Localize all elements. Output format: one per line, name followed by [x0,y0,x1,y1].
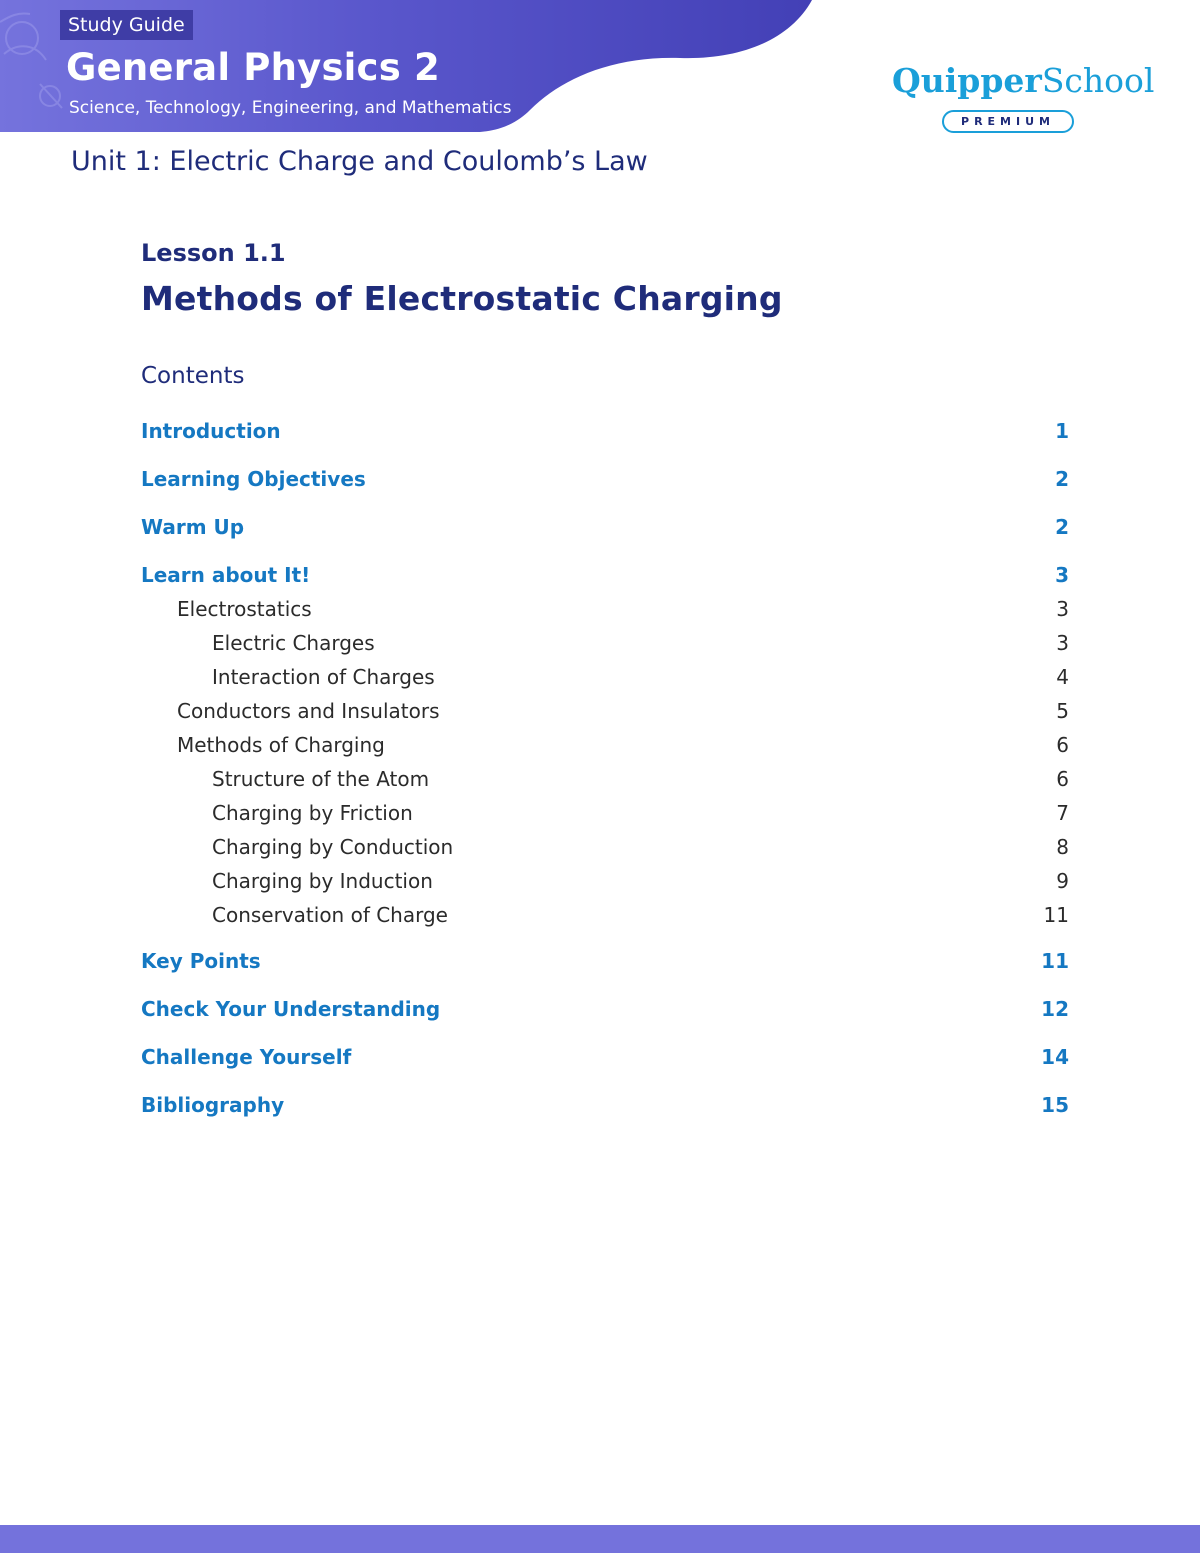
toc-section-link[interactable] [141,992,1069,1026]
toc-entry-page[interactable]: 5 [1056,699,1069,723]
toc-entry-label[interactable]: Structure of the Atom [212,767,430,791]
toc-entry-page[interactable]: 11 [1041,949,1069,973]
toc-entry-label[interactable]: Methods of Charging [177,733,385,757]
toc-section-link[interactable] [141,414,1069,448]
lesson-label: Lesson 1.1 [141,239,286,267]
toc-subsection-link[interactable] [141,592,1069,626]
logo-wordmark [892,60,1154,102]
toc-entry-label[interactable]: Conductors and Insulators [177,699,440,723]
toc-entry-page[interactable]: 15 [1041,1093,1069,1117]
header-banner [0,0,820,132]
study-guide-badge: Study Guide [60,10,193,40]
unit-title: Unit 1: Electric Charge and Coulomb’s Law [71,146,648,177]
logo-brand-regular: School [1041,61,1155,100]
toc-section-link[interactable] [141,1088,1069,1122]
toc-section-link[interactable] [141,558,1069,592]
toc-entry-label[interactable]: Charging by Friction [212,801,413,825]
toc-section-link[interactable] [141,944,1069,978]
toc-entry-page[interactable]: 11 [1043,903,1069,927]
toc-entry-label[interactable]: Electric Charges [212,631,375,655]
toc-entry-label[interactable]: Charging by Conduction [212,835,454,859]
toc-entry-page[interactable]: 3 [1055,563,1069,587]
toc-entry-page[interactable]: 3 [1056,597,1069,621]
toc-section-link[interactable] [141,462,1069,496]
toc-entry-page[interactable]: 6 [1056,767,1069,791]
table-of-contents [141,414,1069,1136]
toc-entry-page[interactable]: 3 [1056,631,1069,655]
toc-entry-page[interactable]: 1 [1055,419,1069,443]
toc-entry-label[interactable]: Learning Objectives [141,467,366,491]
toc-subsection-link[interactable] [141,694,1069,728]
contents-heading: Contents [141,363,245,389]
toc-entry-label[interactable]: Check Your Understanding [141,997,441,1021]
toc-entry-label[interactable]: Bibliography [141,1093,285,1117]
course-subtitle: Science, Technology, Engineering, and Mathematics [69,98,512,118]
toc-subsection-link[interactable] [141,660,1069,694]
toc-entry-label[interactable]: Learn about It! [141,563,311,587]
toc-entry-label[interactable]: Introduction [141,419,281,443]
toc-section-link[interactable] [141,1040,1069,1074]
toc-entry-page[interactable]: 4 [1056,665,1069,689]
toc-entry-page[interactable]: 6 [1056,733,1069,757]
toc-entry-label[interactable]: Electrostatics [177,597,312,621]
toc-entry-page[interactable]: 12 [1041,997,1069,1021]
lesson-title: Methods of Electrostatic Charging [141,279,783,318]
toc-section-link[interactable] [141,510,1069,544]
toc-entry-label[interactable]: Charging by Induction [212,869,433,893]
toc-subsection-link[interactable] [141,626,1069,660]
logo-brand-bold: Quipper [892,61,1042,100]
toc-entry-page[interactable]: 2 [1055,515,1069,539]
toc-subsection-link[interactable] [141,728,1069,762]
course-title: General Physics 2 [66,46,440,89]
toc-entry-page[interactable]: 9 [1056,869,1069,893]
quipper-school-logo [884,58,1155,138]
toc-subsection-link[interactable] [141,864,1069,898]
premium-tier-pill: PREMIUM [942,110,1074,133]
toc-entry-label[interactable]: Conservation of Charge [212,903,448,927]
toc-entry-page[interactable]: 8 [1056,835,1069,859]
footer-bar [0,1525,1200,1553]
toc-subsection-link[interactable] [141,898,1069,932]
toc-entry-page[interactable]: 7 [1056,801,1069,825]
toc-subsection-link[interactable] [141,796,1069,830]
toc-entry-label[interactable]: Interaction of Charges [212,665,435,689]
toc-subsection-link[interactable] [141,830,1069,864]
toc-entry-label[interactable]: Warm Up [141,515,245,539]
toc-subsection-link[interactable] [141,762,1069,796]
toc-entry-page[interactable]: 2 [1055,467,1069,491]
toc-entry-page[interactable]: 14 [1041,1045,1069,1069]
toc-entry-label[interactable]: Challenge Yourself [141,1045,352,1069]
toc-entry-label[interactable]: Key Points [141,949,261,973]
